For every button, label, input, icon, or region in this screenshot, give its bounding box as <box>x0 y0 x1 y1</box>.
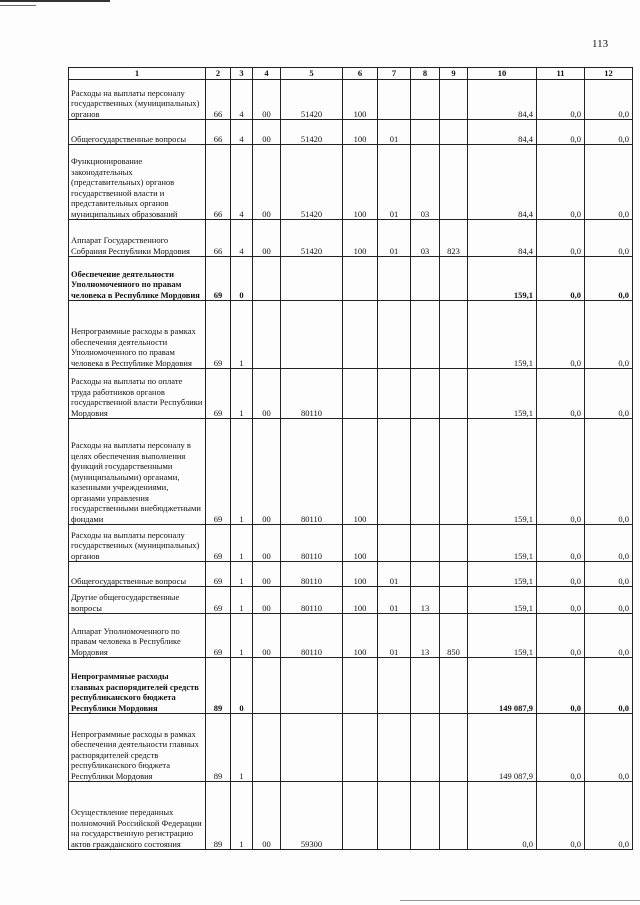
cell-amount-12: 0,0 <box>585 782 633 850</box>
table-row <box>69 301 633 369</box>
cell-code-5: 51420 <box>281 145 343 220</box>
table-row <box>69 714 633 782</box>
cell-amount-12: 0,0 <box>585 562 633 587</box>
cell-amount-10: 159,1 <box>468 587 537 614</box>
cell-code-6: 100 <box>343 614 378 658</box>
row-name: Непрограммные расходы главных распорядителей средств республиканского бюджета Республики Мордовия <box>69 658 206 714</box>
cell-code-4: 00 <box>253 614 281 658</box>
cell-code-8 <box>411 714 440 782</box>
cell-code-6: 100 <box>343 220 378 257</box>
cell-code-7 <box>378 369 411 419</box>
cell-code-2: 66 <box>206 220 231 257</box>
cell-amount-11: 0,0 <box>537 658 585 714</box>
cell-code-8 <box>411 562 440 587</box>
column-header: 6 <box>343 68 378 80</box>
page-number: 113 <box>592 38 609 50</box>
cell-code-7 <box>378 257 411 301</box>
cell-code-5: 51420 <box>281 120 343 145</box>
cell-code-4: 00 <box>253 220 281 257</box>
cell-code-6: 100 <box>343 145 378 220</box>
row-name: Расходы на выплаты персоналу в целях обеспечения выполнения функций государственными (муниципальными) органами, казенными учреждениями, органами управления государственными внебюджетными фондами <box>69 419 206 525</box>
cell-code-5 <box>281 257 343 301</box>
table-row <box>69 525 633 562</box>
cell-amount-11: 0,0 <box>537 419 585 525</box>
cell-code-2: 69 <box>206 301 231 369</box>
cell-code-9 <box>440 782 468 850</box>
cell-code-2: 69 <box>206 257 231 301</box>
cell-code-5: 80110 <box>281 525 343 562</box>
table-row <box>69 120 633 145</box>
cell-code-9 <box>440 120 468 145</box>
cell-code-3: 0 <box>231 658 253 714</box>
cell-amount-11: 0,0 <box>537 714 585 782</box>
cell-amount-12: 0,0 <box>585 301 633 369</box>
cell-amount-12: 0,0 <box>585 658 633 714</box>
cell-amount-11: 0,0 <box>537 369 585 419</box>
table-row <box>69 257 633 301</box>
cell-code-4: 00 <box>253 562 281 587</box>
column-header: 10 <box>468 68 537 80</box>
table-row <box>69 658 633 714</box>
cell-code-9 <box>440 80 468 120</box>
cell-amount-10: 0,0 <box>468 782 537 850</box>
cell-code-6 <box>343 658 378 714</box>
cell-code-8 <box>411 369 440 419</box>
cell-code-2: 66 <box>206 145 231 220</box>
cell-code-7: 01 <box>378 614 411 658</box>
row-name: Расходы на выплаты персоналу государственных (муниципальных) органов <box>69 525 206 562</box>
cell-code-5: 51420 <box>281 220 343 257</box>
cell-code-2: 69 <box>206 525 231 562</box>
cell-code-2: 69 <box>206 614 231 658</box>
column-header: 9 <box>440 68 468 80</box>
cell-code-4: 00 <box>253 369 281 419</box>
cell-code-8: 03 <box>411 220 440 257</box>
cell-code-9 <box>440 658 468 714</box>
cell-code-5 <box>281 714 343 782</box>
cell-code-3: 4 <box>231 80 253 120</box>
cell-code-4: 00 <box>253 145 281 220</box>
cell-amount-10: 149 087,9 <box>468 658 537 714</box>
cell-amount-11: 0,0 <box>537 120 585 145</box>
cell-code-2: 69 <box>206 369 231 419</box>
cell-code-4: 00 <box>253 419 281 525</box>
cell-code-9 <box>440 587 468 614</box>
cell-amount-10: 159,1 <box>468 614 537 658</box>
cell-amount-12: 0,0 <box>585 369 633 419</box>
row-name: Аппарат Уполномоченного по правам человека в Республике Мордовия <box>69 614 206 658</box>
cell-code-8 <box>411 301 440 369</box>
cell-code-6: 100 <box>343 562 378 587</box>
cell-amount-11: 0,0 <box>537 525 585 562</box>
cell-code-3: 1 <box>231 369 253 419</box>
cell-amount-10: 84,4 <box>468 220 537 257</box>
budget-table <box>68 67 633 850</box>
column-header: 8 <box>411 68 440 80</box>
cell-code-6: 100 <box>343 525 378 562</box>
cell-amount-10: 159,1 <box>468 301 537 369</box>
cell-code-4 <box>253 257 281 301</box>
cell-code-8 <box>411 80 440 120</box>
cell-amount-11: 0,0 <box>537 587 585 614</box>
row-name: Расходы на выплаты персоналу государственных (муниципальных) органов <box>69 80 206 120</box>
cell-code-5 <box>281 658 343 714</box>
scan-artifact-bottom <box>400 900 640 901</box>
cell-code-6 <box>343 782 378 850</box>
cell-amount-10: 159,1 <box>468 257 537 301</box>
column-header: 12 <box>585 68 633 80</box>
cell-code-2: 89 <box>206 658 231 714</box>
cell-amount-12: 0,0 <box>585 257 633 301</box>
row-name: Другие общегосударственные вопросы <box>69 587 206 614</box>
row-name: Общегосударственные вопросы <box>69 562 206 587</box>
cell-code-4: 00 <box>253 120 281 145</box>
cell-code-6 <box>343 714 378 782</box>
cell-code-8 <box>411 782 440 850</box>
cell-code-9 <box>440 257 468 301</box>
cell-code-3: 1 <box>231 714 253 782</box>
cell-code-6 <box>343 301 378 369</box>
cell-amount-10: 159,1 <box>468 525 537 562</box>
table-row <box>69 614 633 658</box>
cell-amount-12: 0,0 <box>585 419 633 525</box>
cell-code-3: 1 <box>231 525 253 562</box>
table-row <box>69 220 633 257</box>
cell-code-6 <box>343 369 378 419</box>
cell-code-9: 850 <box>440 614 468 658</box>
cell-code-2: 89 <box>206 782 231 850</box>
cell-amount-12: 0,0 <box>585 714 633 782</box>
table-row <box>69 80 633 120</box>
cell-code-2: 69 <box>206 562 231 587</box>
cell-amount-11: 0,0 <box>537 782 585 850</box>
cell-code-2: 66 <box>206 120 231 145</box>
row-name: Непрограммные расходы в рамках обеспечения деятельности Уполномоченного по правам человека в Республике Мордовия <box>69 301 206 369</box>
column-header: 5 <box>281 68 343 80</box>
row-name: Расходы на выплаты по оплате труда работников органов государственной власти Республики Мордовия <box>69 369 206 419</box>
cell-code-7 <box>378 301 411 369</box>
cell-code-7: 01 <box>378 587 411 614</box>
cell-code-8 <box>411 658 440 714</box>
cell-code-3: 4 <box>231 120 253 145</box>
cell-code-9 <box>440 145 468 220</box>
cell-code-4: 00 <box>253 525 281 562</box>
cell-code-6: 100 <box>343 419 378 525</box>
cell-amount-11: 0,0 <box>537 145 585 220</box>
cell-code-7: 01 <box>378 220 411 257</box>
cell-code-3: 1 <box>231 782 253 850</box>
cell-code-5: 80110 <box>281 614 343 658</box>
cell-amount-12: 0,0 <box>585 614 633 658</box>
cell-amount-11: 0,0 <box>537 301 585 369</box>
cell-amount-10: 159,1 <box>468 369 537 419</box>
cell-code-9 <box>440 525 468 562</box>
cell-code-2: 69 <box>206 587 231 614</box>
cell-code-7 <box>378 714 411 782</box>
cell-code-8 <box>411 525 440 562</box>
cell-amount-11: 0,0 <box>537 257 585 301</box>
row-name: Общегосударственные вопросы <box>69 120 206 145</box>
cell-amount-12: 0,0 <box>585 525 633 562</box>
cell-code-3: 1 <box>231 301 253 369</box>
cell-code-7 <box>378 80 411 120</box>
cell-code-5: 59300 <box>281 782 343 850</box>
table-row <box>69 145 633 220</box>
column-header: 4 <box>253 68 281 80</box>
cell-code-7 <box>378 782 411 850</box>
cell-code-8: 03 <box>411 145 440 220</box>
cell-code-3: 4 <box>231 220 253 257</box>
column-header: 1 <box>69 68 206 80</box>
cell-amount-10: 149 087,9 <box>468 714 537 782</box>
cell-amount-10: 84,4 <box>468 120 537 145</box>
cell-code-6: 100 <box>343 80 378 120</box>
scan-artifact-top <box>0 0 110 2</box>
table-row <box>69 369 633 419</box>
table-header-row <box>69 68 633 80</box>
table-row <box>69 587 633 614</box>
cell-amount-11: 0,0 <box>537 80 585 120</box>
cell-amount-12: 0,0 <box>585 145 633 220</box>
cell-code-4: 00 <box>253 587 281 614</box>
cell-code-7 <box>378 658 411 714</box>
row-name: Непрограммные расходы в рамках обеспечения деятельности главных распорядителей средств республиканского бюджета Республики Мордовия <box>69 714 206 782</box>
cell-code-7: 01 <box>378 120 411 145</box>
cell-code-8: 13 <box>411 587 440 614</box>
cell-amount-10: 84,4 <box>468 80 537 120</box>
row-name: Функционирование законодательных (представительных) органов государственной власти и представительных органов муниципальных образований <box>69 145 206 220</box>
cell-code-3: 0 <box>231 257 253 301</box>
cell-code-8 <box>411 120 440 145</box>
row-name: Обеспечение деятельности Уполномоченного по правам человека в Республике Мордовия <box>69 257 206 301</box>
cell-code-9 <box>440 419 468 525</box>
cell-code-7 <box>378 525 411 562</box>
cell-code-4 <box>253 658 281 714</box>
cell-code-9 <box>440 562 468 587</box>
table-row <box>69 782 633 850</box>
cell-amount-12: 0,0 <box>585 120 633 145</box>
table-row <box>69 562 633 587</box>
cell-amount-11: 0,0 <box>537 562 585 587</box>
cell-code-4 <box>253 301 281 369</box>
cell-code-2: 89 <box>206 714 231 782</box>
cell-code-7: 01 <box>378 145 411 220</box>
cell-code-8: 13 <box>411 614 440 658</box>
cell-code-2: 66 <box>206 80 231 120</box>
cell-amount-11: 0,0 <box>537 220 585 257</box>
cell-code-3: 1 <box>231 562 253 587</box>
cell-code-6: 100 <box>343 587 378 614</box>
cell-code-5: 80110 <box>281 369 343 419</box>
cell-code-9 <box>440 369 468 419</box>
cell-code-8 <box>411 419 440 525</box>
cell-code-3: 1 <box>231 587 253 614</box>
cell-amount-12: 0,0 <box>585 587 633 614</box>
cell-amount-12: 0,0 <box>585 80 633 120</box>
cell-amount-10: 84,4 <box>468 145 537 220</box>
cell-code-5: 80110 <box>281 562 343 587</box>
cell-code-7: 01 <box>378 562 411 587</box>
cell-code-3: 1 <box>231 614 253 658</box>
cell-code-9: 823 <box>440 220 468 257</box>
cell-code-9 <box>440 714 468 782</box>
cell-code-4 <box>253 714 281 782</box>
table-row <box>69 419 633 525</box>
cell-code-4: 00 <box>253 80 281 120</box>
row-name: Аппарат Государственного Собрания Республики Мордовия <box>69 220 206 257</box>
column-header: 3 <box>231 68 253 80</box>
column-header: 7 <box>378 68 411 80</box>
cell-code-7 <box>378 419 411 525</box>
cell-code-5: 51420 <box>281 80 343 120</box>
cell-amount-10: 159,1 <box>468 419 537 525</box>
cell-code-5: 80110 <box>281 419 343 525</box>
cell-code-5: 80110 <box>281 587 343 614</box>
row-name: Осуществление переданных полномочий Российской Федерации на государственную регистрацию актов гражданского состояния <box>69 782 206 850</box>
column-header: 2 <box>206 68 231 80</box>
cell-code-9 <box>440 301 468 369</box>
cell-code-6 <box>343 257 378 301</box>
cell-code-4: 00 <box>253 782 281 850</box>
cell-code-5 <box>281 301 343 369</box>
cell-amount-10: 159,1 <box>468 562 537 587</box>
cell-code-3: 1 <box>231 419 253 525</box>
cell-code-8 <box>411 257 440 301</box>
cell-amount-12: 0,0 <box>585 220 633 257</box>
cell-amount-11: 0,0 <box>537 614 585 658</box>
cell-code-3: 4 <box>231 145 253 220</box>
scan-artifact-top-short <box>0 5 36 6</box>
cell-code-6: 100 <box>343 120 378 145</box>
column-header: 11 <box>537 68 585 80</box>
cell-code-2: 69 <box>206 419 231 525</box>
